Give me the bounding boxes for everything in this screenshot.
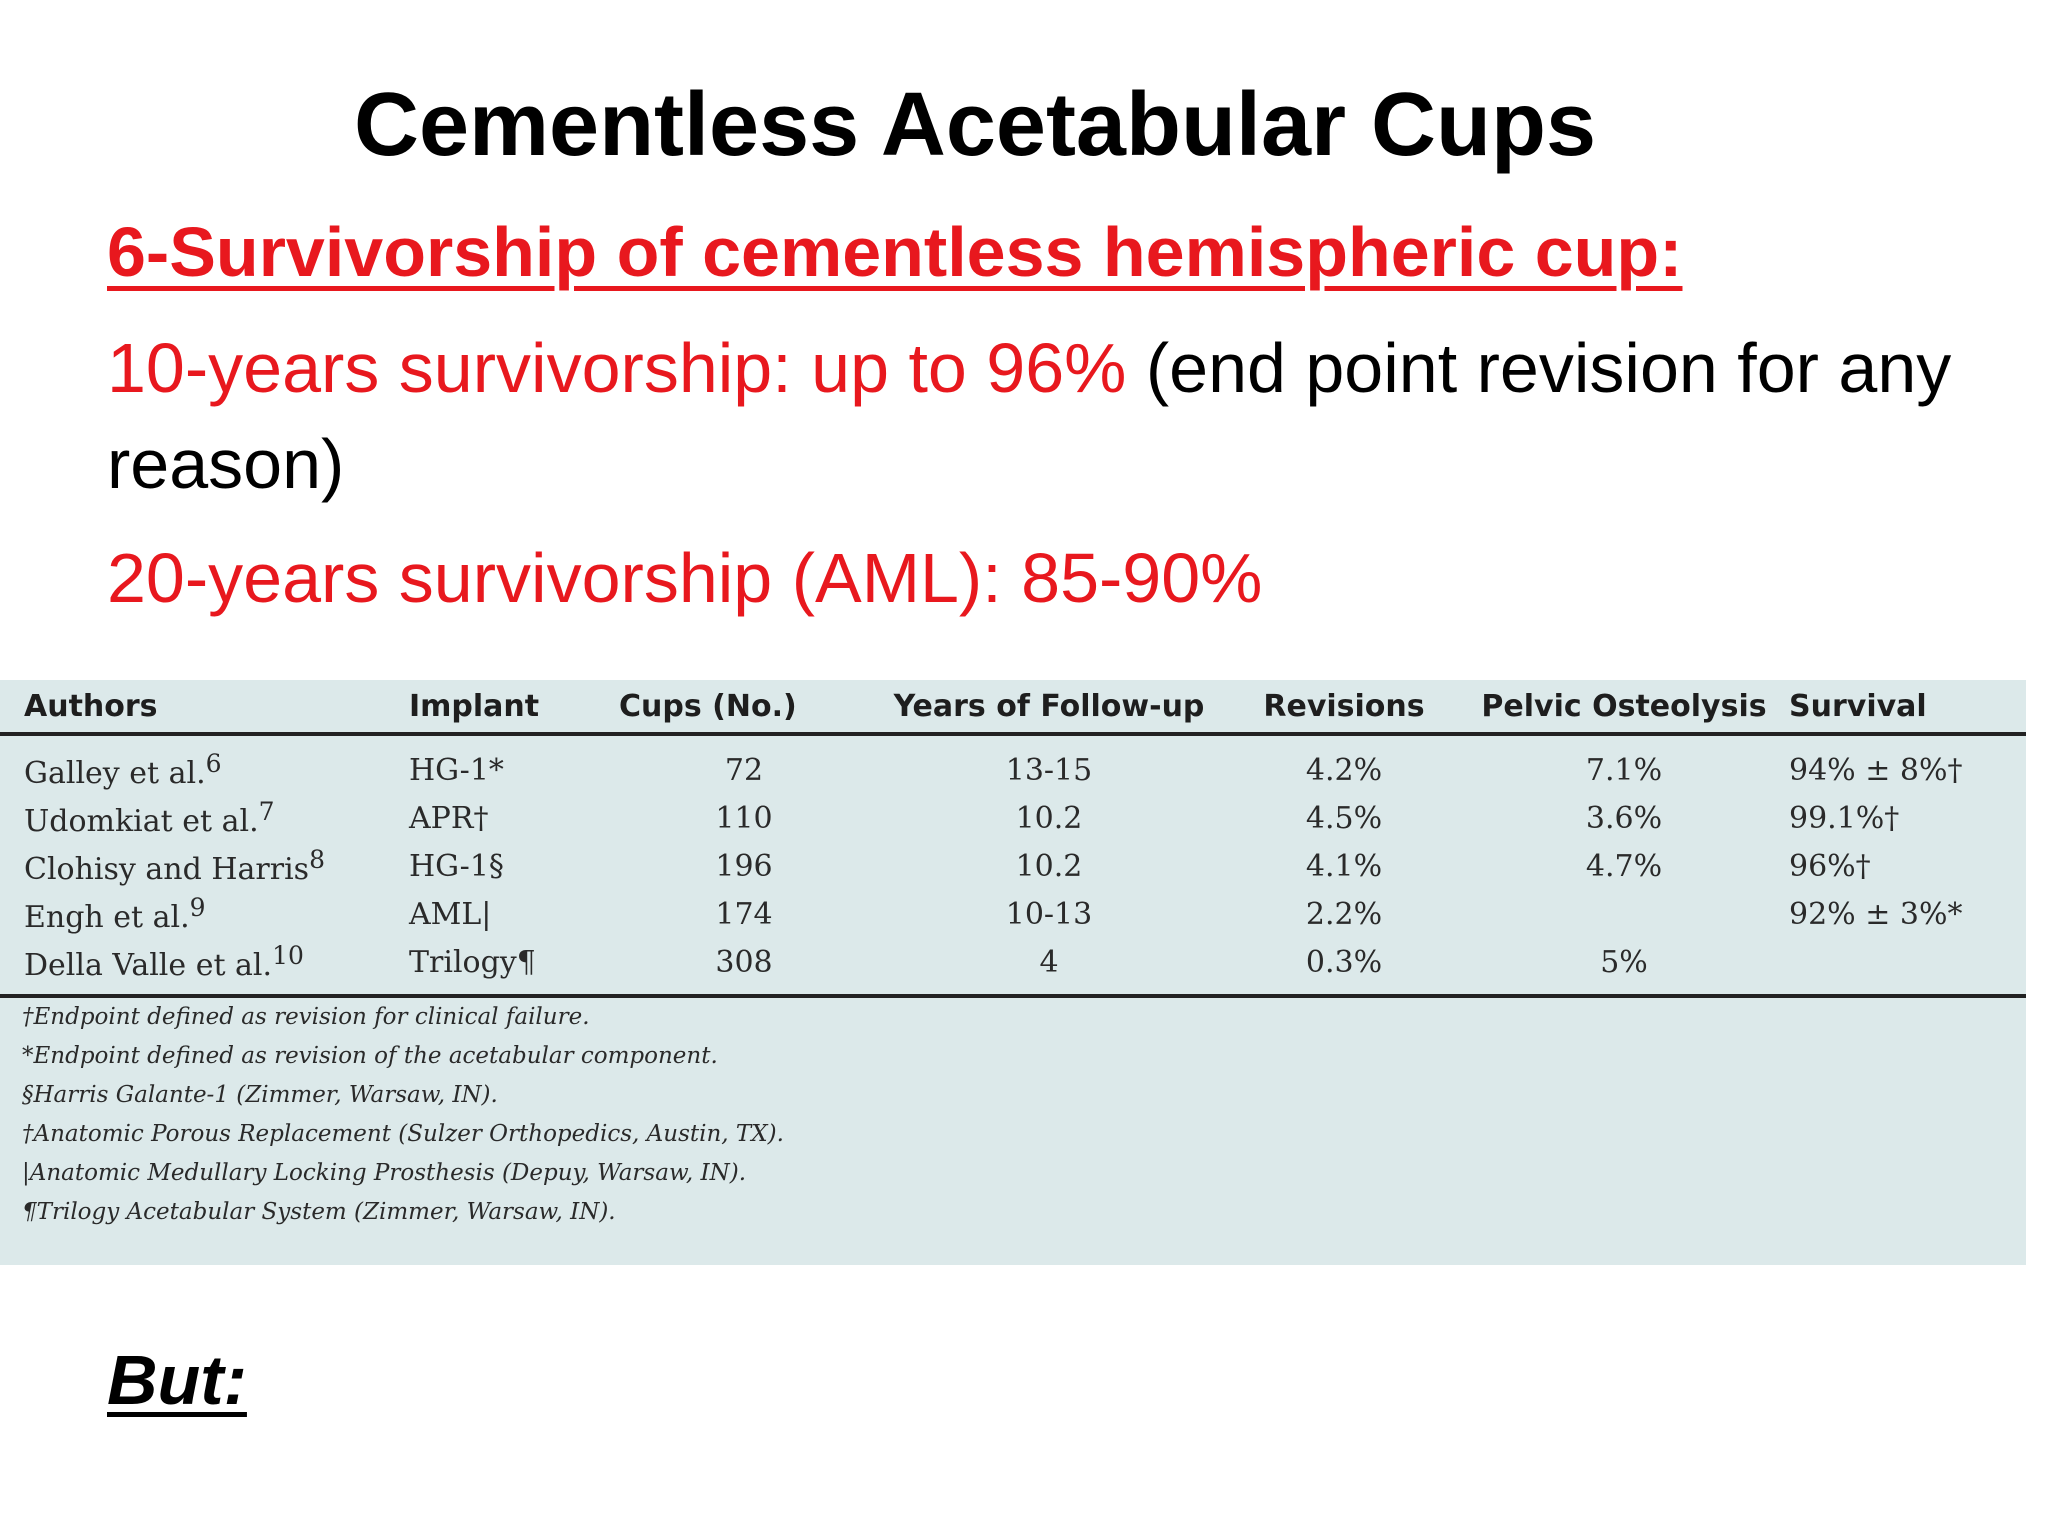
follow-up-cell: 10.2 [1015,848,1083,884]
osteolysis-cell [1459,890,1789,938]
follow-up-cell: 10.2 [1015,800,1083,836]
column-header-survival: Survival [1789,680,2026,734]
table-footnotes [22,998,784,1232]
author-cell [0,794,409,842]
implant-cell: HG-1§ [409,848,504,884]
slide-title: Cementless Acetabular Cups [353,75,1597,175]
osteolysis-cell: 7.1% [1585,752,1663,788]
author-cell [0,890,409,938]
column-header-cups: Cups (No.) [619,680,869,734]
table-row [0,890,2026,938]
follow-up-cell: 13-15 [1005,752,1093,788]
survival-cell: 92% ± 3%* [1789,896,1963,932]
implant-cell: HG-1* [409,752,504,788]
column-header-implant: Implant [409,680,619,734]
table-row [0,842,2026,890]
author-cell [0,842,409,890]
osteolysis-cell: 5% [1459,938,1789,996]
ten-year-endpoint-note: (end point revision for any reason) [107,329,1952,503]
table-row [0,794,2026,842]
author-ref: 7 [258,797,275,826]
author-name: Della Valle et al. [24,948,273,983]
footnote: §Harris Galante-1 (Zimmer, Warsaw, IN). [22,1082,498,1108]
author-name: Udomkiat et al. [24,804,259,839]
implant-cell: AML| [409,896,492,932]
revisions-cell: 4.1% [1305,848,1383,884]
implant-cell: Trilogy¶ [409,938,619,996]
survival-cell: 99.1%† [1789,800,1900,836]
twenty-year-survivorship-text: 20-years survivorship (AML): 85-90% [107,539,1263,617]
revisions-cell: 0.3% [1229,938,1459,996]
ten-year-survivorship-text [107,320,1967,512]
follow-up-cell: 10-13 [1005,896,1093,932]
ten-year-survivorship-value: 10-years survivorship: up to 96% [107,329,1127,407]
table-row [0,734,2026,794]
table-row [0,938,2026,996]
column-header-follow-up: Years of Follow-up [869,680,1229,734]
cups-cell: 72 [724,752,764,788]
osteolysis-cell: 4.7% [1585,848,1663,884]
column-header-authors: Authors [0,680,409,734]
table-header-row [0,680,2026,734]
survivorship-table [0,680,2026,998]
survival-cell [1789,938,2026,996]
cups-cell: 308 [619,938,869,996]
revisions-cell: 4.5% [1305,800,1383,836]
author-ref: 8 [309,845,325,874]
author-cell [0,734,409,794]
survival-cell: 96%† [1789,848,1871,884]
cups-cell: 174 [715,896,773,932]
footnote: †Endpoint defined as revision for clinical failure. [22,1004,590,1030]
column-header-pelvic-osteolysis: Pelvic Osteolysis [1459,680,1789,734]
footnote: *Endpoint defined as revision of the acetabular component. [22,1043,718,1069]
revisions-cell: 4.2% [1305,752,1383,788]
footnote: |Anatomic Medullary Locking Prosthesis (Depuy, Warsaw, IN). [22,1160,747,1186]
column-header-revisions: Revisions [1229,680,1459,734]
revisions-cell: 2.2% [1305,896,1383,932]
author-name: Galley et al. [24,756,206,791]
author-ref: 6 [205,749,222,778]
section-subheading: 6-Survivorship of cementless hemispheric cup: [107,213,1683,291]
footnote: †Anatomic Porous Replacement (Sulzer Orthopedics, Austin, TX). [22,1121,784,1147]
author-name: Engh et al. [24,900,190,935]
survival-cell: 94% ± 8%† [1789,752,1963,788]
author-ref: 9 [189,893,206,922]
osteolysis-cell: 3.6% [1585,800,1663,836]
follow-up-cell: 4 [869,938,1229,996]
closing-but: But: [107,1341,247,1419]
footnote: ¶Trilogy Acetabular System (Zimmer, Warsaw, IN). [22,1199,616,1225]
implant-cell: APR† [409,800,489,836]
cups-cell: 196 [715,848,773,884]
survivorship-table-panel [0,680,2026,1265]
cups-cell: 110 [715,800,773,836]
author-ref: 10 [272,941,304,970]
author-cell [0,938,409,996]
author-name: Clohisy and Harris [24,852,310,887]
